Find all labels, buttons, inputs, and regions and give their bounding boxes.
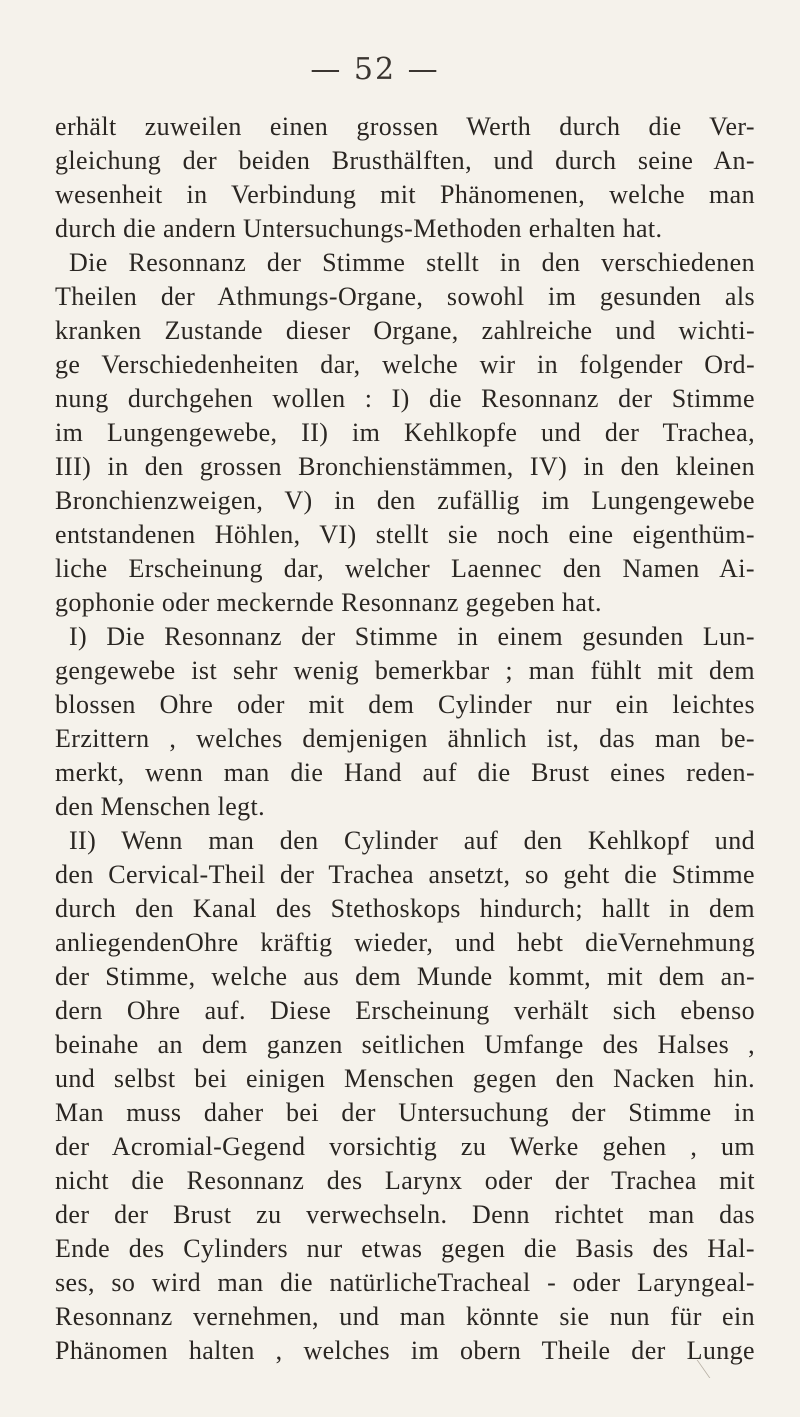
text-line-21: den Menschen legt. (55, 792, 266, 821)
text-line-36: Resonnanz vernehmen, und man könnte sie nun für ein (55, 1302, 755, 1331)
text-line-18: blossen Ohre oder mit dem Cylinder nur ein leichtes (55, 690, 755, 719)
text-line-30: Man muss daher bei der Untersuchung der Stimme in (55, 1098, 755, 1127)
text-line-29: und selbst bei einigen Menschen gegen den Nacken hin. (55, 1064, 755, 1093)
text-line-33: der der Brust zu verwechseln. Denn richtet man das (55, 1200, 755, 1229)
text-line-37: Phänomen halten , welches im obern Theile der Lunge (55, 1336, 755, 1365)
text-line-2: gleichung der beiden Brusthälften, und durch seine An- (55, 146, 755, 175)
text-line-31: der Acromial-Gegend vorsichtig zu Werke gehen , um (55, 1132, 755, 1161)
text-line-12: Bronchienzweigen, V) in den zufällig im Lungengewebe (55, 486, 755, 515)
text-line-15: gophonie oder meckernde Resonnanz gegeben hat. (55, 588, 602, 617)
text-line-11: III) in den grossen Bronchienstämmen, IV) in den kleinen (55, 452, 755, 481)
text-line-5: Die Resonnanz der Stimme stellt in den verschiedenen (69, 248, 755, 277)
text-line-35: ses, so wird man die natürlicheTracheal - oder Laryngeal- (55, 1268, 755, 1297)
text-line-16: I) Die Resonnanz der Stimme in einem gesunden Lun- (69, 622, 755, 651)
text-line-32: nicht die Resonnanz des Larynx oder der Trachea mit (55, 1166, 755, 1195)
text-line-6: Theilen der Athmungs-Organe, sowohl im gesunden als (55, 282, 755, 311)
page-number: — 52 — (310, 52, 440, 87)
text-line-3: wesenheit in Verbindung mit Phänomenen, welche man (55, 180, 755, 209)
text-line-10: im Lungengewebe, II) im Kehlkopfe und der Trachea, (55, 418, 755, 447)
text-line-1: erhält zuweilen einen grossen Werth durch die Ver- (55, 112, 755, 141)
text-line-4: durch die andern Untersuchungs-Methoden erhalten hat. (55, 214, 663, 243)
text-line-20: merkt, wenn man die Hand auf die Brust eines reden- (55, 758, 755, 787)
text-line-8: ge Verschiedenheiten dar, welche wir in folgender Ord- (55, 350, 755, 379)
text-line-34: Ende des Cylinders nur etwas gegen die Basis des Hal- (55, 1234, 755, 1263)
text-line-13: entstandenen Höhlen, VI) stellt sie noch eine eigenthüm- (55, 520, 755, 549)
text-line-22: II) Wenn man den Cylinder auf den Kehlkopf und (69, 826, 755, 855)
text-line-17: gengewebe ist sehr wenig bemerkbar ; man fühlt mit dem (55, 656, 755, 685)
text-line-28: beinahe an dem ganzen seitlichen Umfange des Halses , (55, 1030, 755, 1059)
text-line-26: der Stimme, welche aus dem Munde kommt, mit dem an- (55, 962, 755, 991)
text-line-24: durch den Kanal des Stethoskops hindurch; hallt in dem (55, 894, 755, 923)
text-line-7: kranken Zustande dieser Organe, zahlreiche und wichti- (55, 316, 755, 345)
text-line-14: liche Erscheinung dar, welcher Laennec den Namen Ai- (55, 554, 755, 583)
text-line-19: Erzittern , welches demjenigen ähnlich ist, das man be- (55, 724, 755, 753)
text-line-27: dern Ohre auf. Diese Erscheinung verhält sich ebenso (55, 996, 755, 1025)
text-body (55, 110, 755, 1368)
text-line-25: anliegendenOhre kräftig wieder, und hebt dieVernehmung (55, 928, 755, 957)
text-line-23: den Cervical-Theil der Trachea ansetzt, so geht die Stimme (55, 860, 755, 889)
text-line-9: nung durchgehen wollen : I) die Resonnanz der Stimme (55, 384, 755, 413)
